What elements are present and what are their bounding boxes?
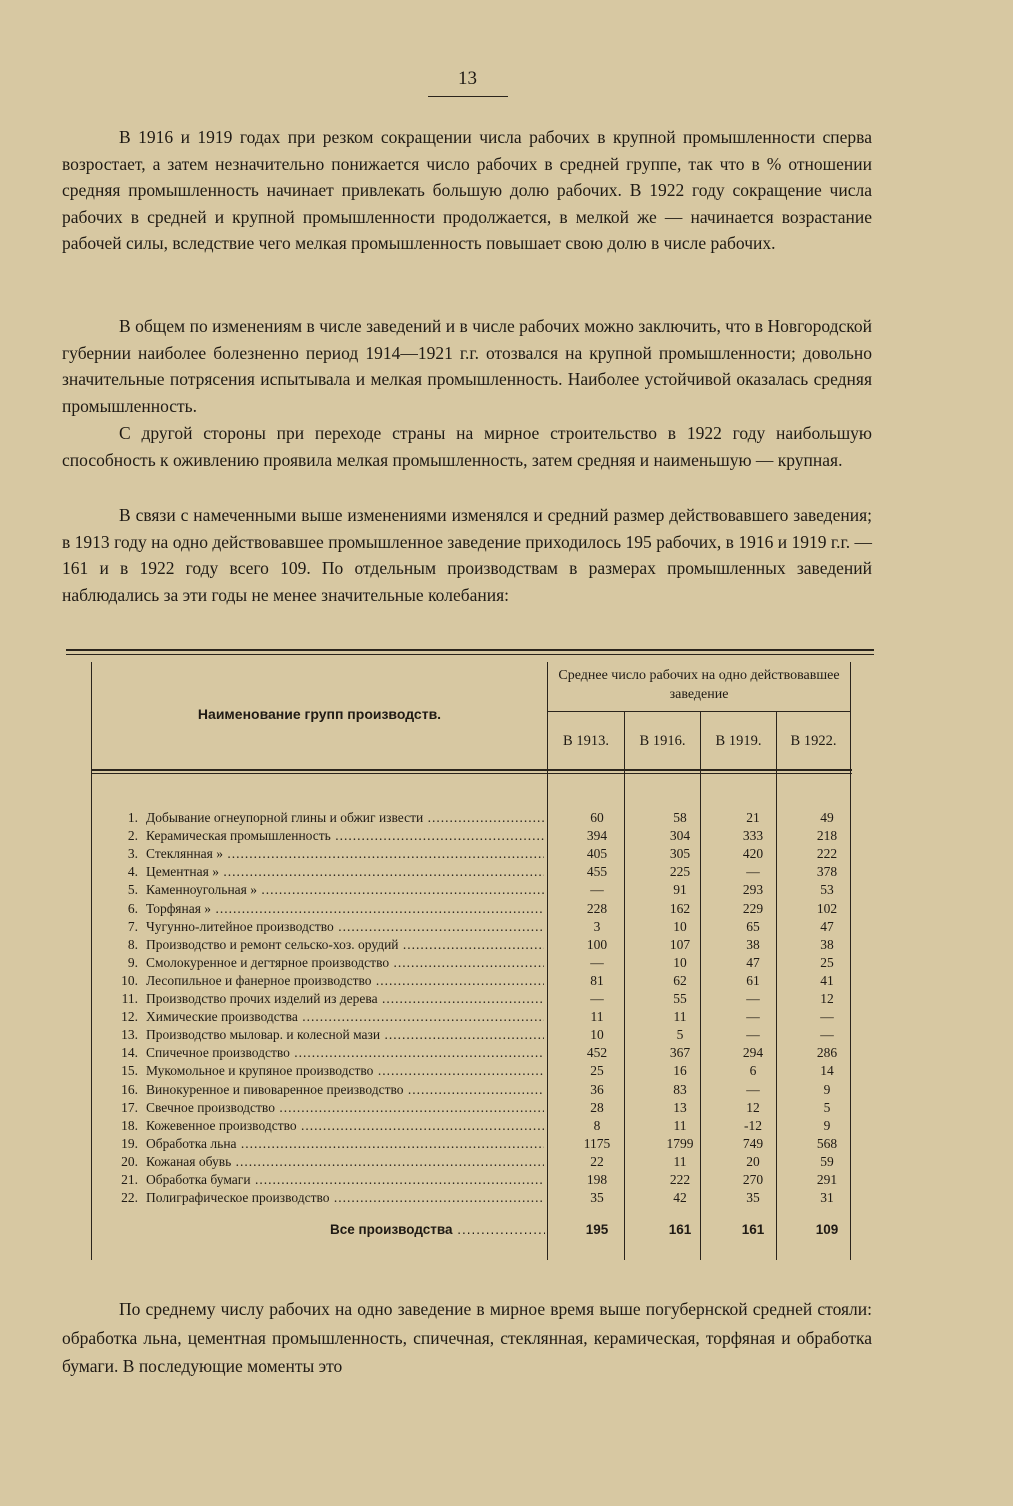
row-value: 11: [673, 1117, 687, 1133]
row-value: 59: [820, 1153, 834, 1169]
row-value: —: [746, 1081, 760, 1097]
header-bottom-rule: [92, 769, 852, 771]
row-name: Производство мыловар. и колесной мази .....: [146, 1027, 544, 1043]
row-name: Кожевенное производство .....: [146, 1118, 544, 1134]
row-value: 81: [590, 972, 604, 988]
row-value: 294: [742, 1045, 764, 1061]
row-value: —: [746, 864, 760, 880]
row-value: 305: [669, 846, 691, 862]
table-row: [0, 901, 1013, 919]
paragraph-1: В 1916 и 1919 годах при резком сокращении числа рабочих в крупной промышленности сперва возростает, а затем незначительно понижается число рабочих в средней группе, так что в % отношении средняя промышленность начинает привлекать большую долю рабочих. В 1922 году сокращение числа рабочих в средней и крупной промышленности продолжается, в мелкой же — начинается возрастание рабочей силы, вследствие чего мелкая промышленность повышает свою долю в числе рабочих.: [62, 127, 872, 254]
row-name: Добывание огнеупорной глины и обжиг извести .....: [146, 810, 544, 826]
year-header-1919: В 1919.: [715, 733, 762, 749]
table-row: [0, 1045, 1013, 1063]
row-number: 5.: [127, 882, 138, 898]
paragraph-3: С другой стороны при переходе страны на мирное строительство в 1922 году наибольшую способность к оживлению проявила мелкая промышленность, затем средняя и наименьшую — крупная.: [62, 423, 872, 470]
row-value: —: [746, 1027, 760, 1043]
row-value: 304: [669, 828, 691, 844]
row-number: 11.: [121, 991, 138, 1006]
row-number: 17.: [121, 1099, 138, 1115]
row-value: 420: [742, 846, 764, 862]
row-name: Смолокуренное и дегтярное производство .....: [146, 955, 544, 971]
row-value: 20: [746, 1153, 760, 1169]
row-value: 38: [820, 936, 834, 952]
row-value: 9: [823, 1081, 831, 1097]
row-value: 229: [742, 900, 764, 916]
row-number: 4.: [127, 864, 138, 880]
row-value: 270: [742, 1172, 764, 1187]
row-value: 452: [586, 1045, 608, 1061]
row-value: 47: [820, 918, 834, 934]
row-name: Обработка бумаги .....: [146, 1172, 544, 1188]
row-value: 405: [586, 846, 608, 862]
row-value: 198: [586, 1172, 608, 1187]
row-value: 25: [590, 1063, 604, 1079]
row-value: —: [590, 954, 604, 970]
row-name: Цементная » .....: [146, 864, 544, 880]
table-row: [0, 1136, 1013, 1154]
paragraph-2: В общем по изменениям в числе заведений и в числе рабочих можно заключить, что в Новгородской губернии наиболее болезненно период 1914—1921 г.г. отозвался на крупной промышленности; довольно значительные потрясения испытывала и мелкая промышленность. Наиболее устойчивой оказалась средняя промышленность.: [62, 316, 872, 416]
group-name-header: Наименование групп производств.: [197, 706, 442, 722]
row-name: Каменноугольная » .....: [146, 882, 544, 898]
row-value: 3: [593, 918, 601, 934]
row-value: 16: [673, 1063, 687, 1079]
row-name: Торфяная » .....: [146, 901, 544, 917]
year-header-1913: В 1913.: [563, 733, 609, 749]
row-number: 18.: [121, 1117, 138, 1133]
table-row: [0, 846, 1013, 864]
paragraph-4: В связи с намеченными выше изменениями изменялся и средний размер действовавшего заведения; в 1913 году на одно действовавшее промышленное заведение приходилось 195 рабочих, в 1916 и 1919 г.г. — 161 и в 1922 году всего 109. По отдельным производствам в размерах промышленных заведений наблюдались за эти годы не менее значительные колебания:: [62, 505, 872, 605]
row-value: 568: [816, 1135, 838, 1151]
row-value: 100: [586, 936, 608, 952]
row-name: Мукомольное и крупяное производство .....: [146, 1063, 544, 1079]
row-value: 11: [673, 1153, 687, 1169]
row-number: 16.: [121, 1081, 138, 1097]
row-name: Стеклянная » .....: [146, 846, 544, 862]
row-value: 333: [742, 828, 764, 844]
total-value-1916: 161: [668, 1222, 692, 1237]
row-value: 60: [590, 810, 604, 825]
row-name: Химические производства .....: [146, 1009, 544, 1025]
row-number: 8.: [127, 936, 138, 952]
row-value: 58: [673, 810, 687, 825]
row-number: 13.: [121, 1027, 138, 1043]
avg-header-rule: [548, 711, 850, 712]
table-row: [0, 1082, 1013, 1100]
row-value: 286: [816, 1045, 838, 1061]
row-name: Чугунно-литейное производство .....: [146, 919, 544, 935]
row-name: Кожаная обувь .....: [146, 1154, 544, 1170]
row-name: Обработка льна .....: [146, 1136, 544, 1152]
row-value: -12: [744, 1117, 762, 1133]
row-value: 8: [593, 1117, 601, 1133]
row-value: 14: [820, 1063, 834, 1079]
row-value: 5: [823, 1099, 831, 1115]
avg-workers-header: Среднее число рабочих на одно действовавшее заведение: [558, 668, 840, 702]
total-value-1919: 161: [741, 1222, 765, 1237]
row-value: 10: [590, 1027, 604, 1043]
table-row: [0, 1100, 1013, 1118]
table-row: [0, 828, 1013, 846]
row-value: 31: [820, 1190, 834, 1206]
total-row: [0, 1222, 1013, 1242]
table-row: [0, 991, 1013, 1009]
table-row: [0, 919, 1013, 937]
row-name: Производство прочих изделий из дерева .....: [146, 991, 544, 1007]
total-value-1913: 195: [585, 1222, 609, 1237]
row-value: 12: [746, 1099, 760, 1115]
row-value: 455: [586, 864, 608, 880]
row-value: 13: [673, 1099, 687, 1115]
row-value: 28: [590, 1099, 604, 1115]
table-top-rule-thin: [66, 654, 874, 655]
row-value: 9: [823, 1117, 831, 1133]
row-value: 225: [669, 864, 691, 880]
row-value: 378: [816, 864, 838, 880]
row-value: 35: [746, 1190, 760, 1206]
row-value: —: [746, 1009, 760, 1025]
row-value: 394: [586, 828, 608, 844]
table-row: [0, 1027, 1013, 1045]
table-row: [0, 973, 1013, 991]
row-value: 5: [676, 1027, 684, 1043]
row-value: 12: [820, 991, 834, 1006]
row-value: —: [820, 1027, 834, 1043]
row-value: 6: [749, 1063, 757, 1079]
row-value: 228: [586, 900, 608, 916]
row-value: 102: [816, 900, 838, 916]
row-value: 61: [746, 972, 760, 988]
row-value: 218: [816, 828, 838, 844]
total-label: Все производства .....: [330, 1222, 545, 1237]
row-value: —: [746, 991, 760, 1006]
row-name: Свечное производство .....: [146, 1100, 544, 1116]
table-row: [0, 1063, 1013, 1081]
row-number: 21.: [121, 1172, 138, 1187]
row-value: 367: [669, 1045, 691, 1061]
table-row: [0, 937, 1013, 955]
table-top-rule: [66, 649, 874, 651]
row-value: 1175: [583, 1135, 611, 1151]
table-row: [0, 864, 1013, 882]
row-number: 14.: [121, 1045, 138, 1061]
table-row: [0, 1172, 1013, 1190]
row-value: 21: [746, 810, 760, 825]
table-row: [0, 1190, 1013, 1208]
table-row: [0, 1118, 1013, 1136]
row-name: Производство и ремонт сельско-хоз. орудий .....: [146, 937, 544, 953]
header-bottom-rule-thin: [92, 773, 852, 774]
row-value: 222: [669, 1172, 691, 1187]
row-number: 19.: [121, 1135, 138, 1151]
row-value: 293: [742, 882, 764, 898]
row-value: 22: [590, 1153, 604, 1169]
row-number: 7.: [127, 918, 138, 934]
row-number: 9.: [127, 954, 138, 970]
row-value: 222: [816, 846, 838, 862]
row-number: 20.: [121, 1153, 138, 1169]
row-value: 41: [820, 972, 834, 988]
table-row: [0, 955, 1013, 973]
table-row: [0, 810, 1013, 828]
row-value: 49: [820, 810, 834, 825]
row-value: 749: [742, 1135, 764, 1151]
row-value: —: [590, 991, 604, 1006]
row-value: 55: [673, 991, 687, 1006]
row-value: 38: [746, 936, 760, 952]
row-value: 65: [746, 918, 760, 934]
row-value: 36: [590, 1081, 604, 1097]
row-value: 25: [820, 954, 834, 970]
row-number: 6.: [127, 900, 138, 916]
row-number: 12.: [121, 1009, 138, 1025]
row-value: 162: [669, 900, 691, 916]
row-number: 1.: [127, 810, 138, 825]
row-value: 47: [746, 954, 760, 970]
row-number: 2.: [127, 828, 138, 844]
total-value-1922: 109: [815, 1222, 839, 1237]
row-name: Лесопильное и фанерное производство .....: [146, 973, 544, 989]
row-name: Винокуренное и пивоваренное преизводство .....: [146, 1082, 544, 1098]
row-number: 3.: [127, 846, 138, 862]
table-row: [0, 1009, 1013, 1027]
row-value: —: [820, 1009, 834, 1025]
row-value: 42: [673, 1190, 687, 1206]
row-value: —: [590, 882, 604, 898]
row-value: 1799: [666, 1135, 694, 1151]
row-value: 83: [673, 1081, 687, 1097]
row-name: Спичечное производство .....: [146, 1045, 544, 1061]
table-row: [0, 1154, 1013, 1172]
row-value: 35: [590, 1190, 604, 1206]
row-value: 291: [816, 1172, 838, 1187]
row-name: Полиграфическое производство .....: [146, 1190, 544, 1206]
row-value: 91: [673, 882, 687, 898]
row-number: 15.: [121, 1063, 138, 1079]
row-value: 11: [590, 1009, 604, 1025]
row-value: 62: [673, 972, 687, 988]
row-value: 10: [673, 918, 687, 934]
paragraph-5: По среднему числу рабочих на одно заведение в мирное время выше погубернской средней стояли: обработка льна, цементная промышленность, спичечная, стеклянная, керамическая, торфяная и обработка бумаги. В последующие моменты это: [62, 1299, 872, 1376]
row-value: 53: [820, 882, 834, 898]
page-number: 13: [458, 68, 477, 89]
table-row: [0, 882, 1013, 900]
row-number: 10.: [121, 972, 138, 988]
row-name: Керамическая промышленность .....: [146, 828, 544, 844]
row-value: 11: [673, 1009, 687, 1025]
year-header-1922: В 1922.: [790, 733, 837, 749]
year-header-1916: В 1916.: [639, 733, 686, 749]
row-value: 107: [669, 936, 691, 952]
row-value: 10: [673, 954, 687, 970]
page-number-rule: [428, 96, 508, 97]
row-number: 22.: [121, 1190, 138, 1206]
